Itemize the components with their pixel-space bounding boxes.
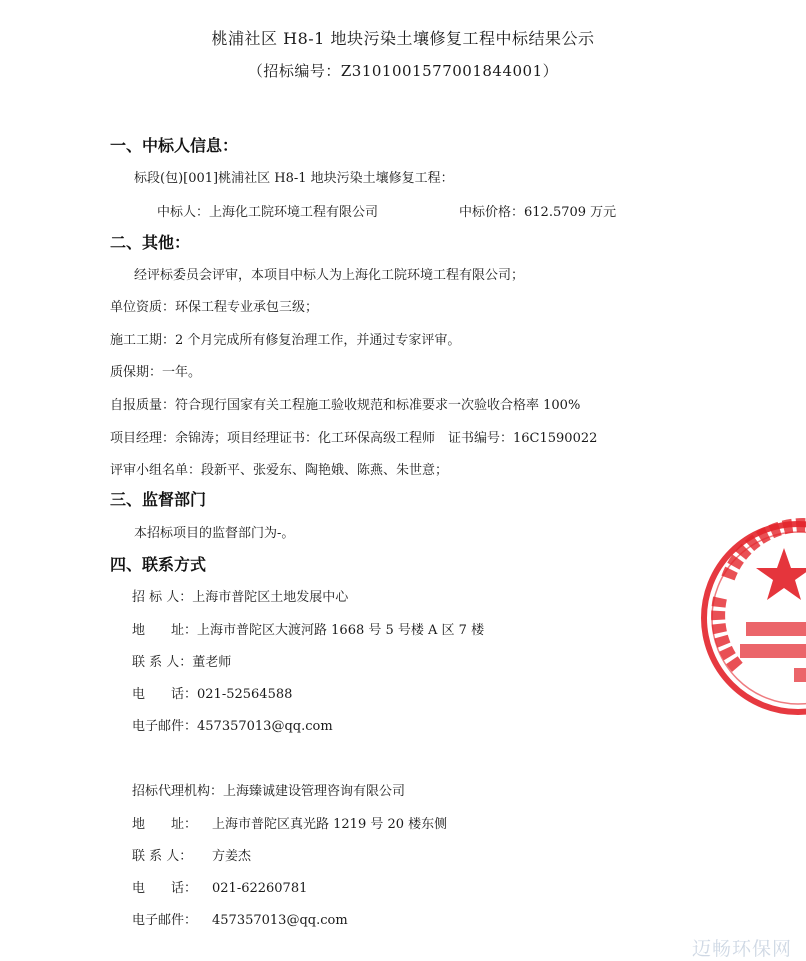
- field-label: 联 系 人：: [132, 849, 193, 864]
- project-manager: 项目经理：余锦涛；项目经理证书：化工环保高级工程师 证书编号：16C1590022: [110, 431, 598, 446]
- agency-contact: 方姜杰: [212, 849, 252, 864]
- winning-price: 中标价格：612.5709 万元: [459, 205, 617, 220]
- agency-address: 上海市普陀区真光路 1219 号 20 楼东侧: [212, 817, 448, 832]
- agency-email-row: [132, 909, 348, 928]
- field-label: 地 址：: [132, 817, 198, 832]
- agency-address-row: [132, 813, 447, 832]
- tenderer-contact-row: [132, 651, 231, 670]
- official-seal-stamp: [698, 518, 806, 718]
- agency-name: 上海臻诚建设管理咨询有限公司: [223, 784, 406, 799]
- field-label: 电 话：: [132, 687, 198, 702]
- watermark-text: 迈畅环保网: [691, 938, 792, 960]
- agency-phone: 021-62260781: [212, 881, 308, 896]
- tenderer-contact: 董老师: [192, 655, 232, 670]
- tenderer-address-row: [132, 619, 484, 638]
- field-label: 电子邮件：: [132, 719, 198, 734]
- tenderer-email[interactable]: 457357013@qq.com: [197, 719, 333, 734]
- qualification: 单位资质：环保工程专业承包三级；: [110, 300, 319, 315]
- tenderer-name: 上海市普陀区土地发展中心: [192, 590, 349, 605]
- review-panel: 评审小组名单：段新平、张爱东、陶艳娥、陈燕、朱世意；: [110, 463, 449, 478]
- field-label: 电 话：: [132, 881, 198, 896]
- field-label: 电子邮件：: [132, 913, 198, 928]
- agency-row: [132, 780, 405, 799]
- construction-period: 施工工期：2 个月完成所有修复治理工作，并通过专家评审。: [110, 333, 461, 348]
- supervision-department: 本招标项目的监督部门为-。: [134, 526, 295, 541]
- section-heading-winner-info: 一、中标人信息：: [110, 136, 239, 155]
- tenderer-phone: 021-52564588: [197, 687, 293, 702]
- tenderer-row: [132, 586, 348, 605]
- quality-commitment: 自报质量：符合现行国家有关工程施工验收规范和标准要求一次验收合格率 100%: [110, 398, 581, 413]
- section-heading-supervision: 三、监督部门: [110, 490, 207, 509]
- lot-name: 标段(包)[001]桃浦社区 H8-1 地块污染土壤修复工程：: [134, 171, 454, 186]
- field-label: 联 系 人：: [132, 655, 193, 670]
- section-heading-contact: 四、联系方式: [110, 555, 207, 574]
- tenderer-address: 上海市普陀区大渡河路 1668 号 5 号楼 A 区 7 楼: [197, 623, 485, 638]
- agency-email[interactable]: 457357013@qq.com: [212, 913, 348, 928]
- field-label: 地 址：: [132, 623, 198, 638]
- winner-name: 中标人：上海化工院环境工程有限公司: [157, 205, 379, 220]
- field-label: 招 标 人：: [132, 590, 193, 605]
- agency-phone-row: [132, 877, 307, 896]
- document-title: 桃浦社区 H8-1 地块污染土壤修复工程中标结果公示: [211, 29, 595, 48]
- tenderer-phone-row: [132, 683, 292, 702]
- tender-number: （招标编号：Z3101001577001844001）: [247, 62, 559, 80]
- field-label: 招标代理机构：: [132, 784, 224, 799]
- agency-contact-row: [132, 845, 251, 864]
- tenderer-email-row: [132, 715, 333, 734]
- section-heading-other: 二、其他：: [110, 233, 191, 252]
- seal-star-icon: [756, 548, 806, 600]
- warranty-period: 质保期：一年。: [110, 365, 202, 380]
- evaluation-result: 经评标委员会评审，本项目中标人为上海化工院环境工程有限公司；: [134, 268, 525, 283]
